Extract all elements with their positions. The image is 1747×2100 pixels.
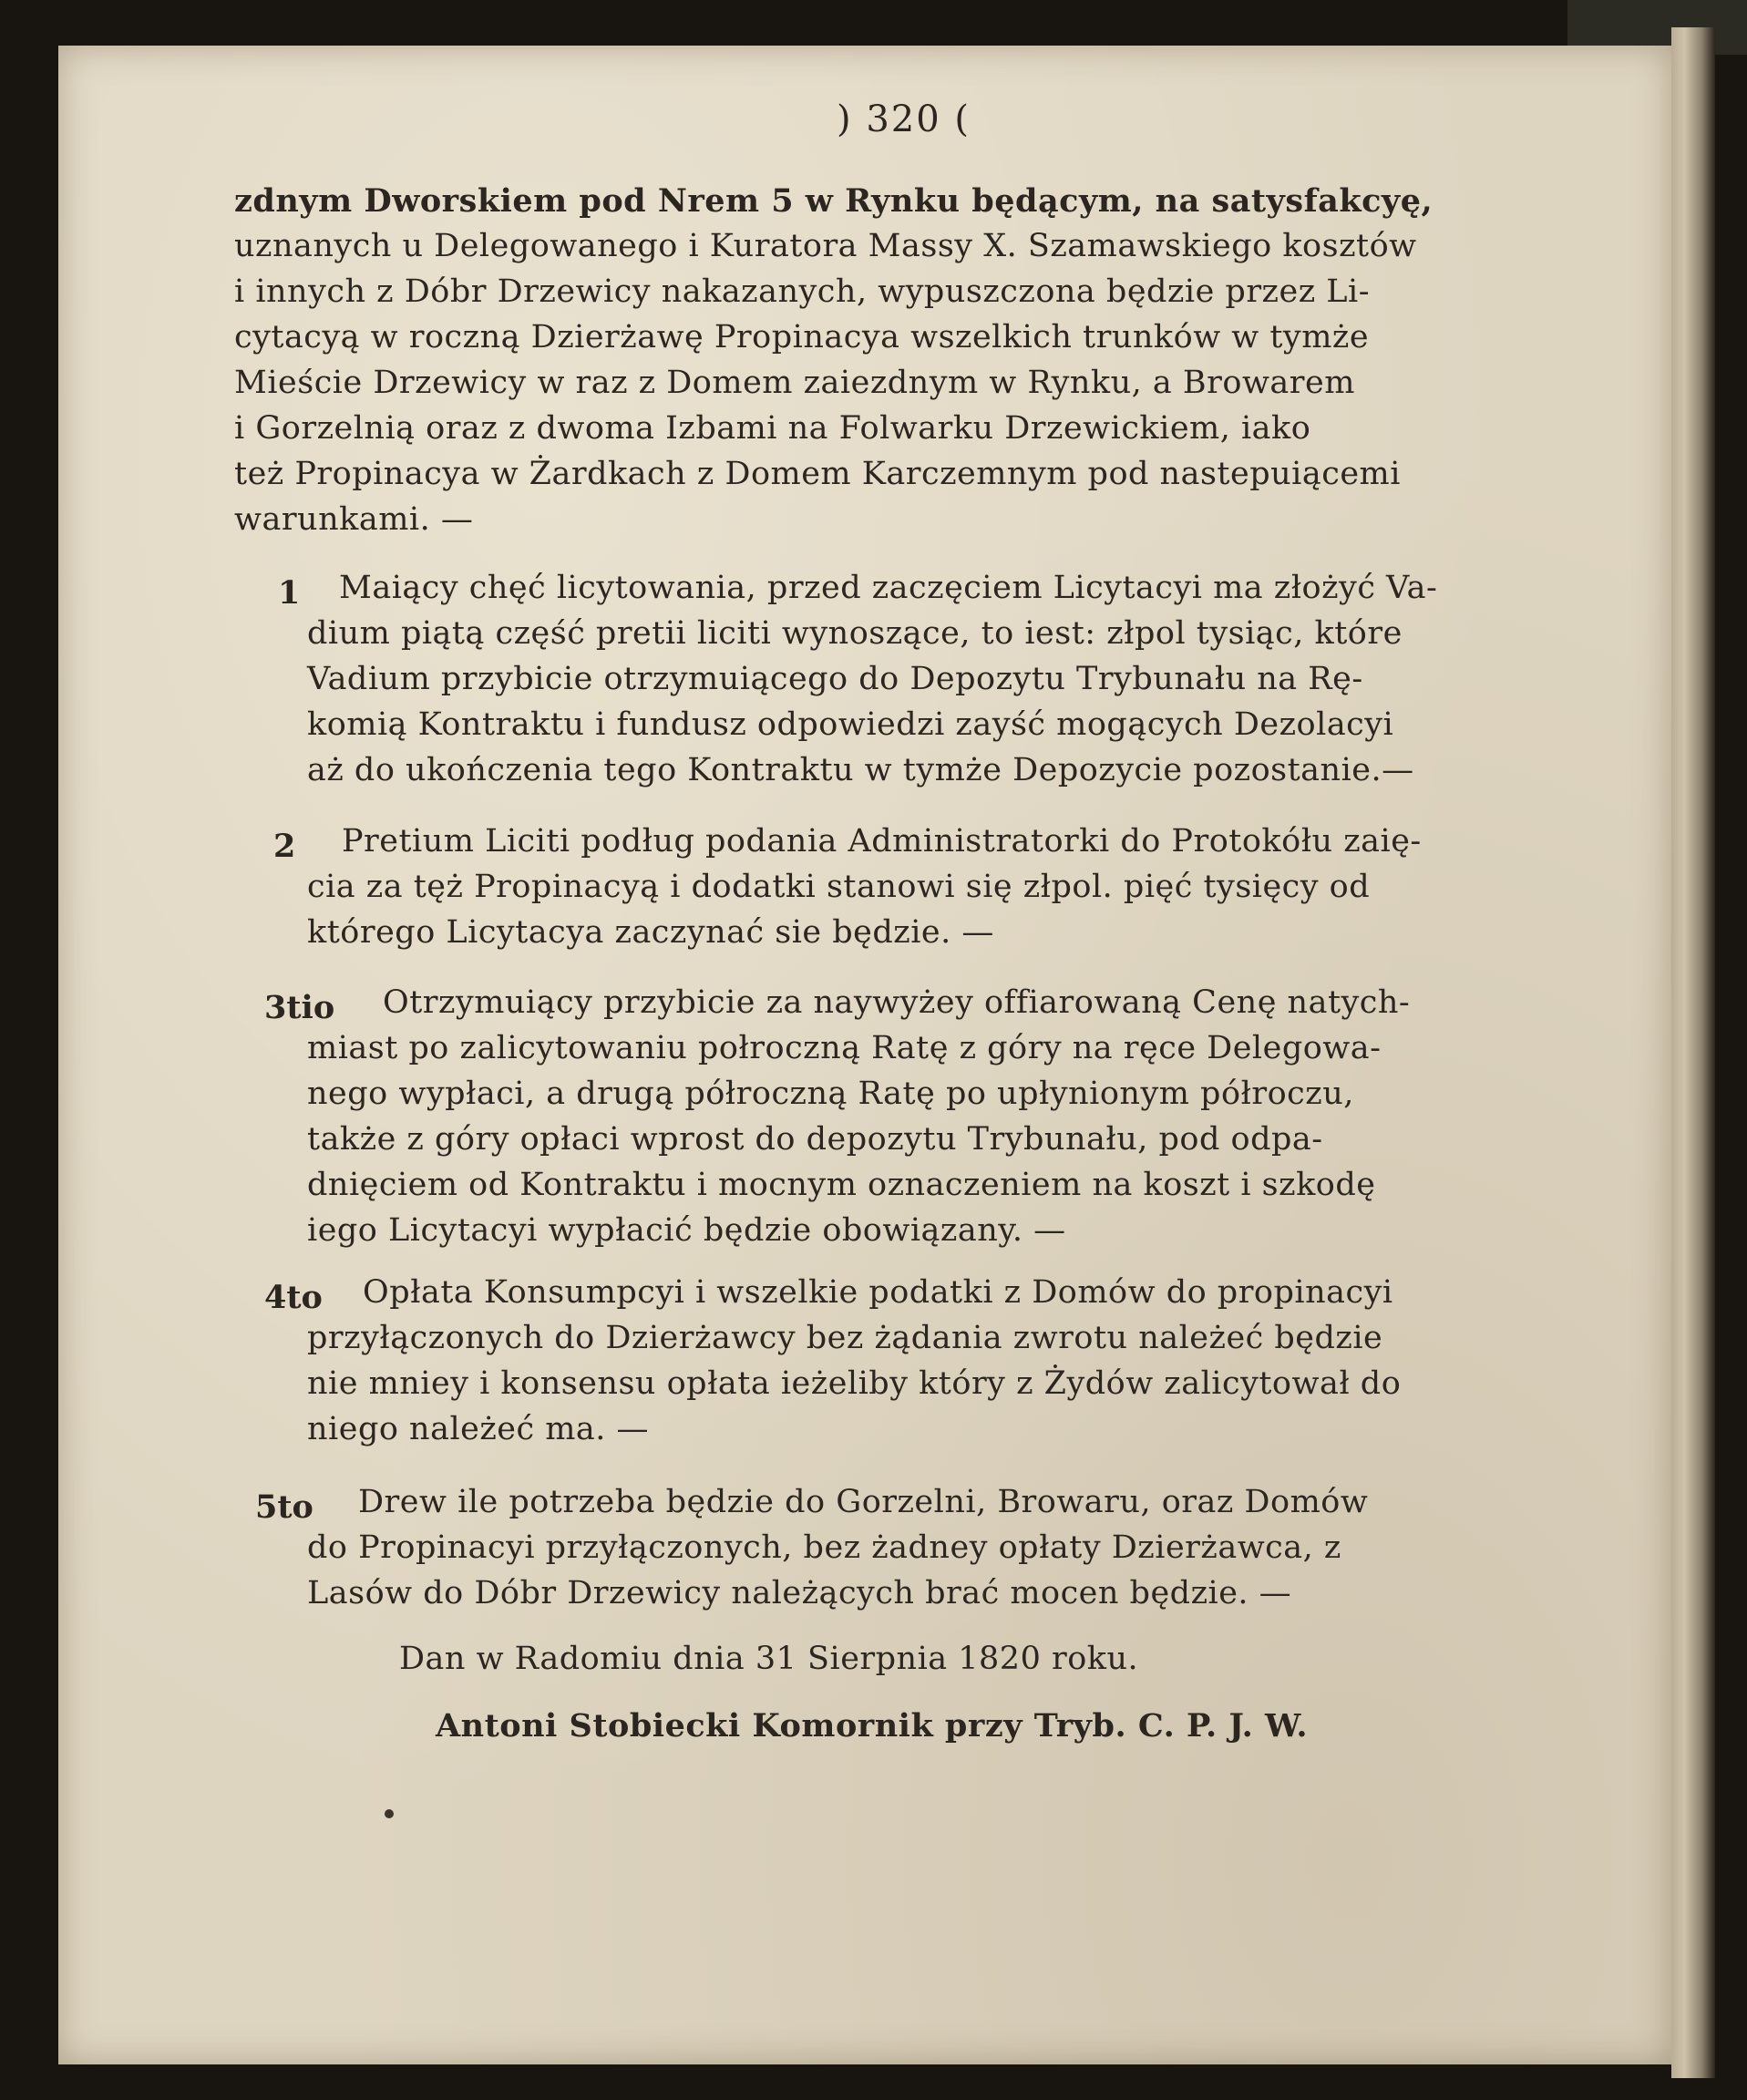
item-number: 4to (264, 1279, 323, 1316)
item-line: nego wypłaci, a drugą półroczną Ratę po upłynionym półroczu, (307, 1076, 1354, 1112)
item-number: 1 (278, 574, 301, 612)
item-line: cia za tęż Propinacyą i dodatki stanowi się złpol. pięć tysięcy od (307, 869, 1371, 905)
date-line: Dan w Radomiu dnia 31 Sierpnia 1820 roku. (399, 1641, 1139, 1677)
page-number: ) 320 ( (837, 98, 971, 140)
item-line: Vadium przybicie otrzymuiącego do Depozytu Trybunału na Rę- (307, 661, 1363, 697)
page-edge (1671, 27, 1715, 2078)
intro-line: zdnym Dworskiem pod Nrem 5 w Rynku będącym, na satysfakcyę, (234, 182, 1434, 220)
signature-line: Antoni Stobiecki Komornik przy Tryb. C. P. J. W. (436, 1707, 1309, 1745)
item-line: dnięciem od Kontraktu i mocnym oznaczeniem na koszt i szkodę (307, 1167, 1376, 1203)
item-line: Lasów do Dóbr Drzewicy należących brać mocen będzie. — (307, 1575, 1292, 1611)
intro-line: uznanych u Delegowanego i Kuratora Massy X. Szamawskiego kosztów (234, 228, 1417, 264)
item-line: Opłata Konsumpcyi i wszelkie podatki z Domów do propinacyi (363, 1274, 1393, 1311)
item-line: Pretium Liciti podług podania Administratorki do Protokółu zaię- (342, 823, 1422, 860)
intro-line: cytacyą w roczną Dzierżawę Propinacya wszelkich trunków w tymże (234, 319, 1370, 355)
item-line: dium piątą część pretii liciti wynoszące, to iest: złpol tysiąc, które (307, 615, 1403, 652)
item-line: aż do ukończenia tego Kontraktu w tymże Depozycie pozostanie.— (307, 752, 1414, 788)
item-line: Drew ile potrzeba będzie do Gorzelni, Browaru, oraz Domów (358, 1484, 1369, 1520)
item-line: przyłączonych do Dzierżawcy bez żądania zwrotu należeć będzie (307, 1320, 1383, 1356)
item-line: iego Licytacyi wypłacić będzie obowiązany. — (307, 1212, 1066, 1249)
item-number: 5to (255, 1488, 313, 1526)
item-line: Otrzymuiący przybicie za naywyżey offiarowaną Cenę natych- (383, 984, 1411, 1021)
item-line: do Propinacyi przyłączonych, bez żadney opłaty Dzierżawca, z (307, 1529, 1341, 1566)
intro-line: warunkami. — (234, 501, 474, 538)
intro-line: Mieście Drzewicy w raz z Domem zaiezdnym w Rynku, a Browarem (234, 365, 1355, 401)
intro-line: i Gorzelnią oraz z dwoma Izbami na Folwarku Drzewickiem, iako (234, 410, 1311, 447)
item-line: także z góry opłaci wprost do depozytu Trybunału, pod odpa- (307, 1121, 1323, 1158)
item-line: komią Kontraktu i fundusz odpowiedzi zayść mogących Dezolacyi (307, 706, 1394, 743)
item-line: którego Licytacya zaczynać sie będzie. — (307, 914, 994, 951)
item-number: 2 (273, 828, 296, 865)
ink-spot (385, 1809, 394, 1818)
item-line: miast po zalicytowaniu połroczną Ratę z góry na ręce Delegowa- (307, 1030, 1382, 1066)
intro-line: też Propinacya w Żardkach z Domem Karczemnym pod nastepuiącemi (234, 456, 1401, 492)
item-line: niego należeć ma. — (307, 1411, 650, 1447)
item-line: Maiący chęć licytowania, przed zaczęciem Licytacyi ma złożyć Va- (339, 570, 1438, 606)
item-line: nie mniey i konsensu opłata ieżeliby który z Żydów zalicytował do (307, 1365, 1402, 1402)
intro-line: i innych z Dóbr Drzewicy nakazanych, wypuszczona będzie przez Li- (234, 273, 1371, 310)
item-number: 3tio (264, 989, 335, 1026)
